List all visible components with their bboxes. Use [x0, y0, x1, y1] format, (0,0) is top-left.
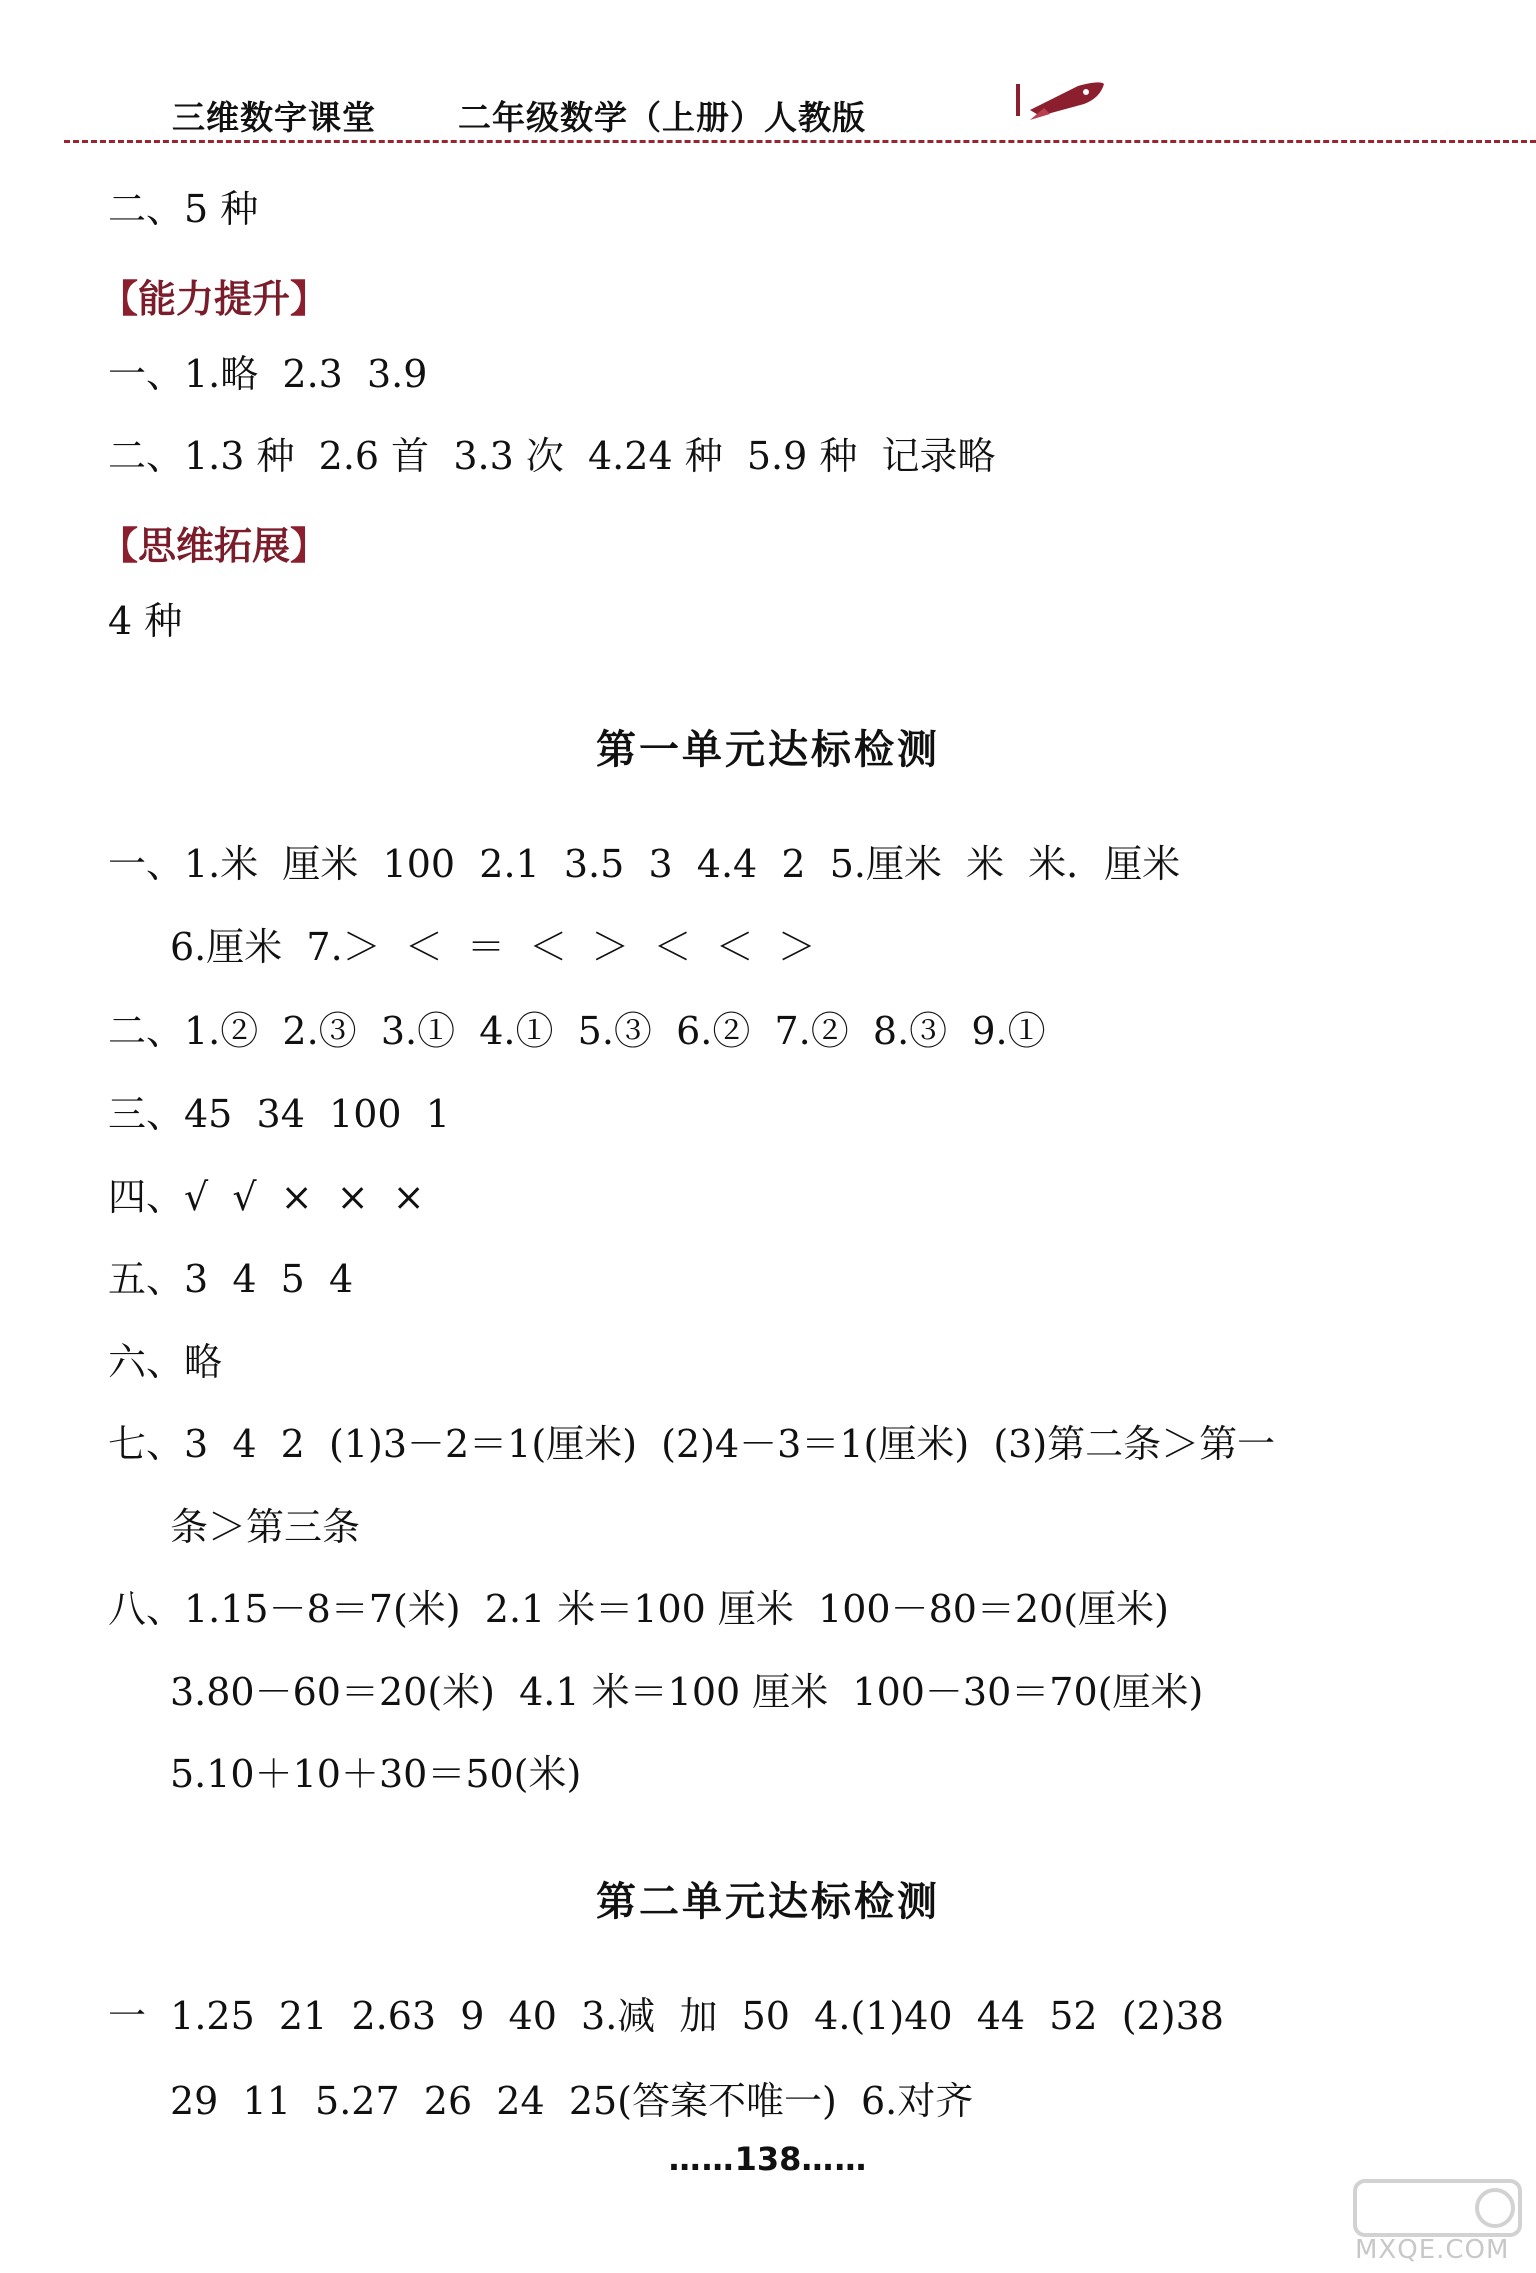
footer-dots: …… — [668, 2140, 735, 2178]
answer-line: 八、1.15－8＝7(米) 2.1 米＝100 厘米 100－80＝20(厘米) — [108, 1587, 1169, 1631]
section-heading-ability: 【能力提升】 — [100, 277, 329, 321]
rocket-icon — [1000, 76, 1110, 126]
unit-2-test-title: 第二单元达标检测 — [596, 1878, 940, 1925]
header-divider — [64, 140, 1536, 143]
page-header — [0, 0, 1536, 150]
answer-line: 四、√ √ × × × — [108, 1175, 425, 1219]
answer-line: 二、1.3 种 2.6 首 3.3 次 4.24 种 5.9 种 记录略 — [108, 434, 996, 478]
unit-1-test-title: 第一单元达标检测 — [596, 726, 940, 773]
answer-line: 6.厘米 7.＞ ＜ ＝ ＜ ＞ ＜ ＜ ＞ — [170, 925, 816, 969]
answer-line: 一、1.略 2.3 3.9 — [108, 352, 428, 396]
answer-line: 二、1.② 2.③ 3.① 4.① 5.③ 6.② 7.② 8.③ 9.① — [108, 1009, 1046, 1053]
answer-line: 二、5 种 — [108, 187, 259, 231]
answer-line: 一 1.25 21 2.63 9 40 3.减 加 50 4.(1)40 44 52 (2)38 — [108, 1994, 1224, 2038]
answer-line: 五、3 4 5 4 — [108, 1257, 354, 1301]
watermark-site: MXQE.COM — [1355, 2235, 1510, 2265]
book-title: 二年级数学（上册）人教版 — [458, 98, 866, 137]
section-label: 能力提升 — [138, 277, 291, 321]
answer-line: 4 种 — [108, 599, 183, 643]
answer-line: 七、3 4 2 (1)3－2＝1(厘米) (2)4－3＝1(厘米) (3)第二条＞第一 — [108, 1422, 1276, 1466]
section-heading-thinking: 【思维拓展】 — [100, 524, 329, 568]
series-title: 三维数字课堂 — [172, 98, 376, 137]
page-number: 138 — [734, 2140, 802, 2178]
answer-line: 条＞第三条 — [170, 1505, 361, 1549]
answer-line: 3.80－60＝20(米) 4.1 米＝100 厘米 100－30＝70(厘米) — [170, 1670, 1204, 1714]
answer-line: 5.10＋10＋30＝50(米) — [170, 1752, 582, 1796]
page-footer — [0, 2140, 1536, 2178]
answer-line: 三、45 34 100 1 — [108, 1092, 450, 1136]
section-label: 思维拓展 — [138, 524, 291, 568]
answer-line: 六、略 — [108, 1340, 223, 1384]
footer-dots: …… — [801, 2140, 868, 2178]
answer-line: 一、1.米 厘米 100 2.1 3.5 3 4.4 2 5.厘米 米 米．厘米 — [108, 842, 1181, 886]
answer-line: 29 11 5.27 26 24 25(答案不唯一) 6.对齐 — [170, 2079, 974, 2123]
